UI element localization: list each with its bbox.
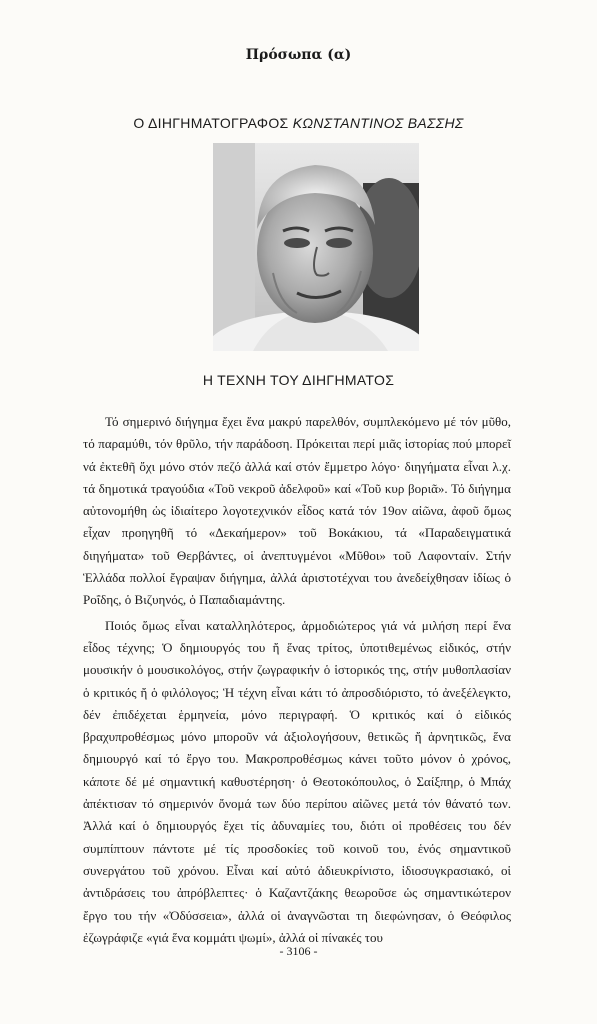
page-number: - 3106 - xyxy=(279,944,318,958)
portrait-illustration xyxy=(213,143,419,351)
author-portrait-photo xyxy=(213,143,419,351)
section-title: Η ΤΕΧΝΗ ΤΟΥ ΔΙΗΓΗΜΑΤΟΣ xyxy=(202,372,395,388)
running-header: Πρόσωπα (α) xyxy=(245,47,352,63)
article-title-prefix: Ο ΔΙΗΓΗΜΑΤΟΓΡΑΦΟΣ xyxy=(133,115,293,131)
body-paragraph-2: Ποιός ὅμως εἶναι καταλληλότερος, ἁρμοδιώτερος γιά νά μιλήση περί ἕνα εἶδος τέχνης; Ὁ δημιουργός του ἤ ἕνας τρίτος, ὑποτιθεμένως εἰδικός, στήν μουσικήν ὁ μουσικολόγος, στήν ζωγραφικήν ὁ ἱστορικός της, στήν μυθοπλασίαν ὁ κριτικός ἤ ὁ φιλόλογος; Ἡ τέχνη εἶναι κάτι τό ἀπροσδιόριστο, τό ἀνεξέλεγκτο, δέν ἐπιδέχεται ἑρμηνεία, μόνο περιγραφή. Ὁ κριτικός καί ὁ εἰδικός βραχυπροθέσμως μόνο μποροῦν νά ἀξιολογήσουν, θετικῶς ἤ ἀρνητικῶς, ἕνα δημιουργό καί τό ἔργο του. Μακροπροθέσμως κάνει τοῦτο μόνον ὁ χρόνος, κάποτε δέ μέ σημαντική καθυστέρηση· ὁ Θεοτοκόπουλος, ὁ Σαίξπηρ, ὁ Μπάχ ἀπέκτισαν τό σημερινόν ὄνομά των δύο περίπου αἰῶνες μετά τόν θάνατό των. Ἀλλά καί ὁ δημιουργός ἔχει τίς ἀδυναμίες του, διότι οἱ προθέσεις του δέν συμπίπτουν πάντοτε μέ τίς προσδοκίες τοῦ κοινοῦ του, ἑνός σημαντικοῦ συνεργάτου τοῦ χρόνου. Εἶναι καί αὐτό ἀδιευκρίνιστο, ἰδιοσυγκρασιακό, οἱ ἀντιδράσεις του ἀπρόβλεπτες· ὁ Καζαντζάκης θεωροῦσε ὡς σημαντικώτερον ἔργο του τήν «Ὀδύσσεια», ἀλλά οἱ ἀναγνῶσται τη διεφώνησαν, ὁ Θεόφιλος ἐζωγράφιζε «γιά ἕνα κομμάτι ψωμί», ἀλλά οἱ πίνακές του xyxy=(83,617,511,945)
article-title xyxy=(0,115,597,131)
article-body xyxy=(83,411,511,949)
article-title-name: ΚΩΝΣΤΑΝΤΙΝΟΣ ΒΑΣΣΗΣ xyxy=(292,115,464,131)
body-paragraph-1: Τό σημερινό διήγημα ἔχει ἕνα μακρύ παρελθόν, συμπλεκόμενο μέ τόν μῦθο, τό παραμύθι, τόν θρῦλο, τήν παράδοση. Πρόκειται περί μιᾶς ἱστορίας πού μπορεῖ νά ἐκτεθῆ ὄχι μόνο στόν πεζό ἀλλά καί στόν ἔμμετρο λόγο· διηγήματα εἶναι λ.χ. τά δημοτικά τραγούδια «Τοῦ νεκροῦ ἀδελφοῦ» καί «Τοῦ κυρ βοριᾶ». Τό διήγημα αὐτονομήθη ὡς ἰδιαίτερο λογοτεχνικόν εἶδος κατά τόν 19ον αἰῶνα, ἀφοῦ ὅμως εἶχαν προηγηθῆ τό «Δεκαήμερον» τοῦ Βοκάκιου, τά «Παραδειγματικά διηγήματα» τοῦ Θερβάντες, οἱ ἀνεπτυγμένοι «Μῦθοι» τοῦ Λαφονταίν. Στήν Ἑλλάδα πολλοί ἔγραψαν διήγημα, ἀλλά ἀριστοτέχναι του ἀνεδείχθησαν ἰδίως ὁ Ροΐδης, ὁ Βιζυηνός, ὁ Παπαδιαμάντης. xyxy=(83,414,511,608)
